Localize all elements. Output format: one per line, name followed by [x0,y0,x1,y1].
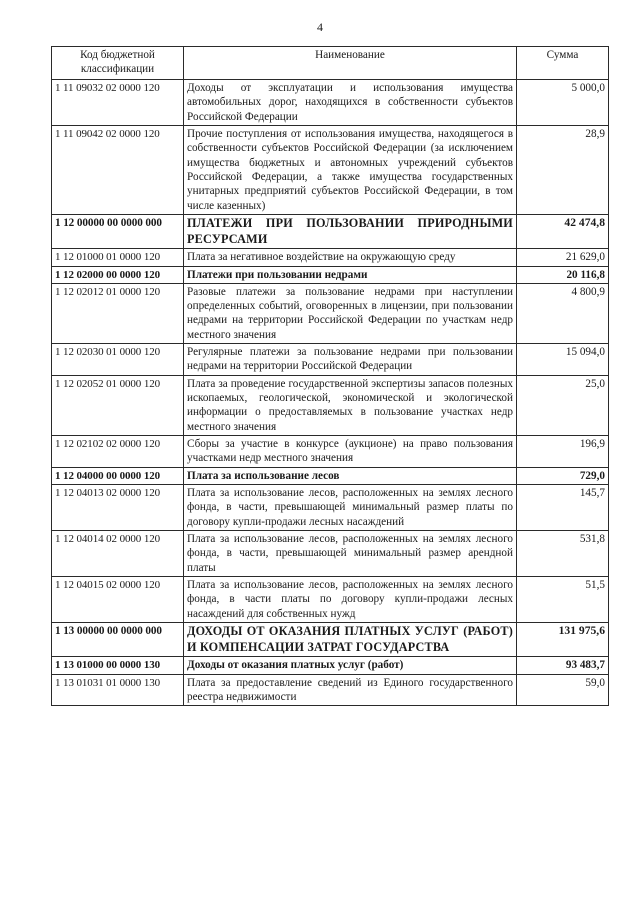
row-code: 1 13 00000 00 0000 000 [52,623,184,657]
row-sum: 5 000,0 [517,80,609,126]
table-row [52,577,609,623]
budget-revenue-table [51,46,609,706]
row-code: 1 12 02000 00 0000 120 [52,266,184,283]
table-header-row [52,47,609,80]
row-code: 1 12 02012 01 0000 120 [52,283,184,343]
row-sum: 4 800,9 [517,283,609,343]
row-name: Плата за использование лесов [184,467,517,484]
table-row-section [52,214,609,248]
row-sum: 21 629,0 [517,249,609,266]
row-name: ПЛАТЕЖИ ПРИ ПОЛЬЗОВАНИИ ПРИРОДНЫМИ РЕСУРСАМИ [184,214,517,248]
row-sum: 25,0 [517,375,609,435]
row-name: Плата за использование лесов, расположенных на землях лесного фонда, в части платы по договору купли-продажи лесных насаждений для собственных нужд [184,577,517,623]
table-row [52,125,609,214]
row-name: Сборы за участие в конкурсе (аукционе) на право пользования участками недр местного значения [184,436,517,468]
row-code: 1 12 02052 01 0000 120 [52,375,184,435]
table-row-subsection [52,657,609,674]
row-code: 1 12 04014 02 0000 120 [52,531,184,577]
table-row-subsection [52,467,609,484]
row-code: 1 12 02102 02 0000 120 [52,436,184,468]
row-code: 1 11 09042 02 0000 120 [52,125,184,214]
row-code: 1 12 01000 01 0000 120 [52,249,184,266]
table-row [52,249,609,266]
row-sum: 145,7 [517,485,609,531]
row-code: 1 12 04013 02 0000 120 [52,485,184,531]
row-sum: 531,8 [517,531,609,577]
row-code: 1 12 02030 01 0000 120 [52,344,184,376]
row-code: 1 11 09032 02 0000 120 [52,80,184,126]
row-name: Доходы от оказания платных услуг (работ) [184,657,517,674]
row-code: 1 12 04000 00 0000 120 [52,467,184,484]
header-sum: Сумма [517,47,609,80]
row-sum: 51,5 [517,577,609,623]
row-code: 1 13 01031 01 0000 130 [52,674,184,706]
table-row-section [52,623,609,657]
row-name: Платежи при пользовании недрами [184,266,517,283]
table-row [52,531,609,577]
row-name: Плата за проведение государственной экспертизы запасов полезных ископаемых, геологической, экономической и экологической информации о предоставляемых в пользование участках недр местного значения [184,375,517,435]
row-sum: 15 094,0 [517,344,609,376]
row-sum: 42 474,8 [517,214,609,248]
row-code: 1 12 04015 02 0000 120 [52,577,184,623]
row-name: ДОХОДЫ ОТ ОКАЗАНИЯ ПЛАТНЫХ УСЛУГ (РАБОТ) И КОМПЕНСАЦИИ ЗАТРАТ ГОСУДАРСТВА [184,623,517,657]
table-row [52,485,609,531]
page-number: 4 [317,20,323,34]
header-name: Наименование [184,47,517,80]
row-name: Плата за негативное воздействие на окружающую среду [184,249,517,266]
table-row [52,80,609,126]
row-code: 1 13 01000 00 0000 130 [52,657,184,674]
table-row [52,283,609,343]
row-sum: 729,0 [517,467,609,484]
table-row [52,436,609,468]
row-sum: 93 483,7 [517,657,609,674]
row-sum: 28,9 [517,125,609,214]
table-row [52,375,609,435]
row-name: Доходы от эксплуатации и использования имущества автомобильных дорог, находящихся в собственности субъектов Российской Федерации [184,80,517,126]
row-name: Регулярные платежи за пользование недрами при пользовании недрами на территории Российской Федерации [184,344,517,376]
row-name: Плата за использование лесов, расположенных на землях лесного фонда, в части, превышающей минимальный размер арендной платы [184,531,517,577]
row-sum: 20 116,8 [517,266,609,283]
header-code: Код бюджетной классификации [52,47,184,80]
row-name: Плата за предоставление сведений из Единого государственного реестра недвижимости [184,674,517,706]
row-name: Прочие поступления от использования имущества, находящегося в собственности субъектов Российской Федерации (за исключением имущества бюджетных и автономных учреждений субъектов Российской Федерации, а также имущества государственных унитарных предприятий субъектов Российской Федерации, в том числе казенных) [184,125,517,214]
row-sum: 196,9 [517,436,609,468]
row-name: Плата за использование лесов, расположенных на землях лесного фонда, в части, превышающей минимальный размер платы по договору купли-продажи лесных насаждений [184,485,517,531]
row-sum: 131 975,6 [517,623,609,657]
table-row-subsection [52,266,609,283]
table-row [52,344,609,376]
row-code: 1 12 00000 00 0000 000 [52,214,184,248]
row-sum: 59,0 [517,674,609,706]
row-name: Разовые платежи за пользование недрами при наступлении определенных событий, оговоренных в лицензии, при пользовании недрами на территории Российской Федерации по участкам недр местного значения [184,283,517,343]
table-row [52,674,609,706]
